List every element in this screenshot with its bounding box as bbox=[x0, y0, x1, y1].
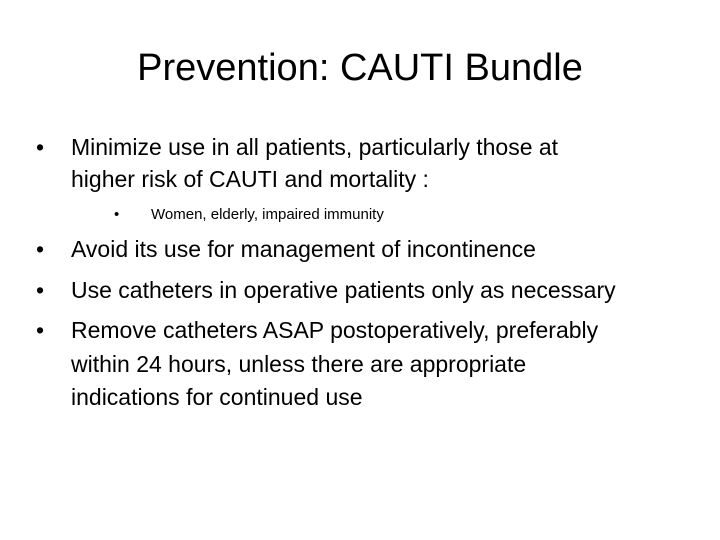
bullet-text-line: Remove catheters ASAP postoperatively, preferably bbox=[71, 317, 599, 343]
bullet-text-line: higher risk of CAUTI and mortality : bbox=[71, 166, 429, 192]
bullet-marker: • bbox=[36, 277, 45, 303]
bullet-text-line: indications for continued use bbox=[71, 384, 363, 410]
bullet-text-line: within 24 hours, unless there are appropriate bbox=[71, 351, 527, 377]
sub-bullet-marker: • bbox=[114, 206, 120, 223]
bullet-text-line: Minimize use in all patients, particularly those at bbox=[71, 134, 559, 160]
slide-title: Prevention: CAUTI Bundle bbox=[137, 47, 583, 89]
bullet-text-line: Use catheters in operative patients only as necessary bbox=[71, 277, 616, 303]
bullet-marker: • bbox=[36, 317, 45, 343]
bullet-marker: • bbox=[36, 134, 45, 160]
sub-bullet-text: Women, elderly, impaired immunity bbox=[151, 206, 384, 223]
bullet-marker: • bbox=[36, 236, 45, 262]
bullet-text-line: Avoid its use for management of incontinence bbox=[71, 236, 536, 262]
